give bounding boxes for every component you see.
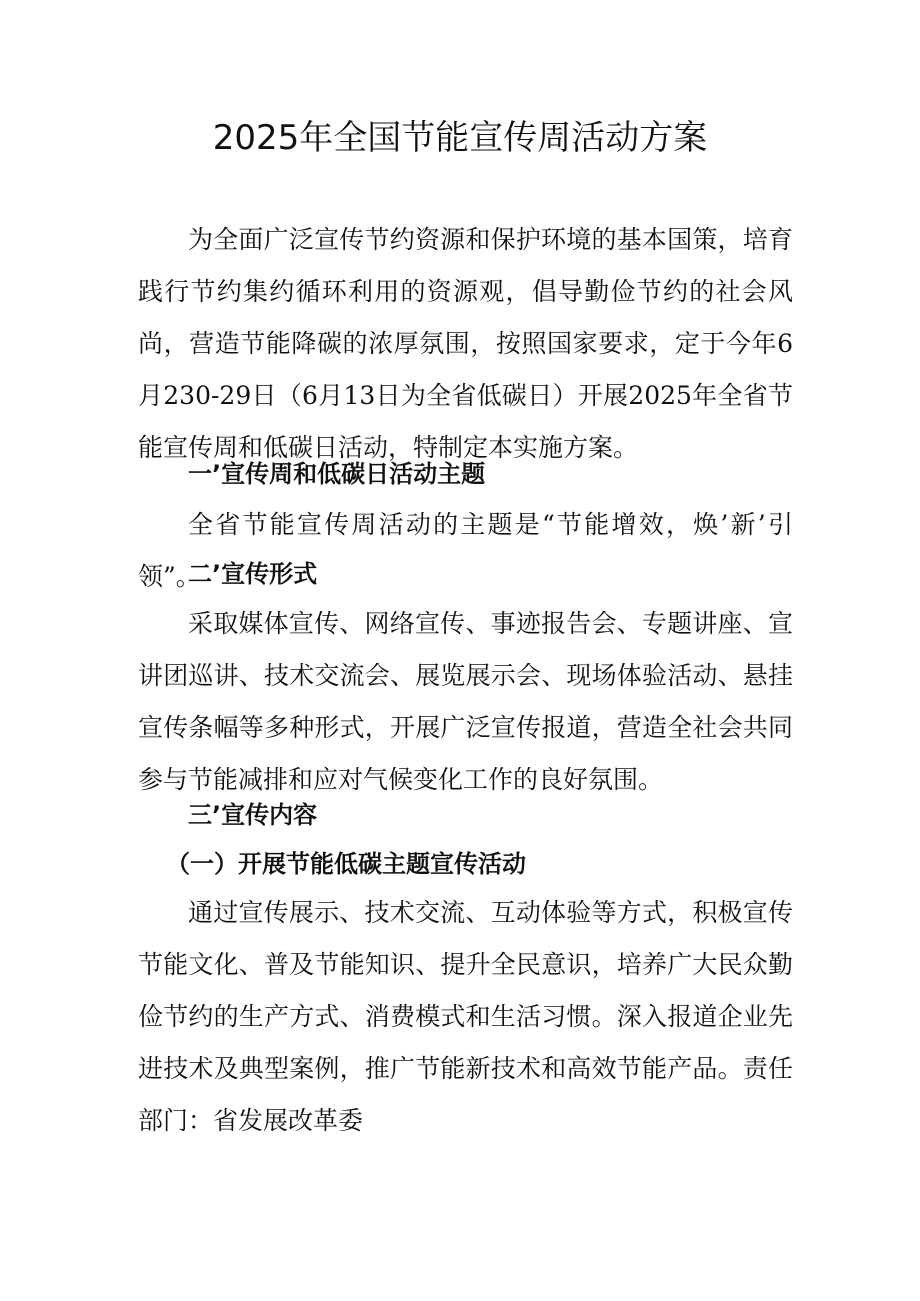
section-3-subheading-block [138,838,793,890]
section-2-paragraph: 采取媒体宣传、网络宣传、事迹报告会、专题讲座、宣讲团巡讲、技术交流会、展览展示会、现场体验活动、悬挂宣传条幅等多种形式，开展广泛宣传报道，营造全社会共同参与节能减排和应对气候变化工作的良好氛围。 [138,609,793,794]
section-1-paragraph: 全省节能宣传周活动的主题是“节能增效，焕’新’引领”。 [138,510,793,591]
section-2-heading-block [138,548,793,600]
intro-paragraph-block [138,214,793,474]
section-1-heading-block [138,448,793,500]
section-1-heading: 一’宣传周和低碳日活动主题 [188,460,486,488]
section-2-body-block [138,598,793,806]
section-3-paragraph: 通过宣传展示、技术交流、互动体验等方式，积极宣传节能文化、普及节能知识、提升全民意识，培养广大民众勤俭节约的生产方式、消费模式和生活习惯。深入报道企业先进技术及典型案例，推广节能新技术和高效节能产品。责任部门：省发展改革委 [138,898,793,1135]
intro-paragraph: 为全面广泛宣传节约资源和保护环境的基本国策，培育践行节约集约循环利用的资源观，倡导勤俭节约的社会风尚，营造节能降碳的浓厚氛围，按照国家要求，定于今年6月230-29日（6月13日为全省低碳日）开展2025年全省节能宣传周和低碳日活动，特制定本实施方案。 [138,225,793,462]
section-3-heading-block [138,789,793,841]
section-2-heading: 二’宣传形式 [188,560,318,588]
section-3-body-block [138,887,793,1147]
document-title: 2025年全国节能宣传周活动方案 [212,118,708,158]
section-3-subheading: （一）开展节能低碳主题宣传活动 [166,850,526,878]
section-3-heading: 三’宣传内容 [188,801,318,829]
